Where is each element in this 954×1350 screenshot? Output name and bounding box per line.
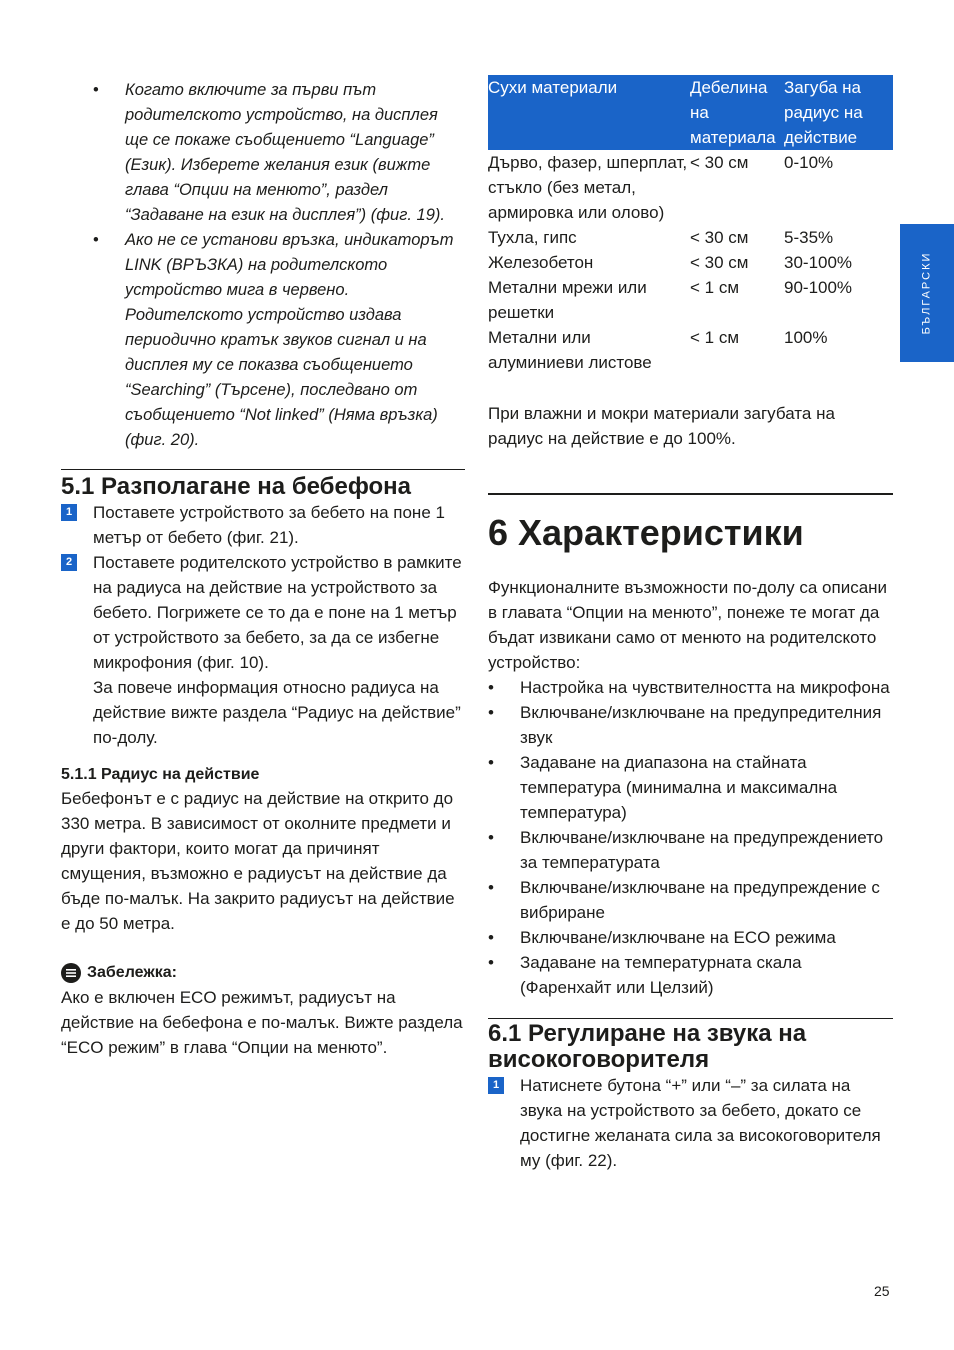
table-cell: Железобетон bbox=[488, 253, 594, 272]
table-header-row bbox=[488, 75, 893, 150]
features-intro: Функционалните възможности по-долу са описани в главата “Опции на менюто”, понеже те могат да бъдат извикани само от менюто на родителското устройство: bbox=[488, 578, 888, 672]
step-extra bbox=[61, 675, 465, 750]
bullet-icon: • bbox=[488, 703, 494, 722]
list-item bbox=[488, 675, 893, 700]
left-column bbox=[61, 78, 465, 1060]
table-cell: 0-10% bbox=[784, 153, 834, 172]
wet-materials-note: При влажни и мокри материали загубата на радиус на действие е до 100%. bbox=[488, 404, 835, 448]
table-header-cell: Дебелина на материала bbox=[690, 75, 784, 150]
bullet-text: Настройка на чувствителността на микрофона bbox=[520, 678, 890, 697]
note-header bbox=[61, 960, 465, 985]
table-header-cell: Сухи материали bbox=[488, 75, 690, 150]
list-item bbox=[488, 925, 893, 950]
section-title-6-1: 6.1 Регулиране на звука на високоговорителя bbox=[488, 1020, 807, 1073]
table-cell: < 30 см bbox=[690, 253, 749, 272]
bullet-icon: • bbox=[488, 928, 494, 947]
table-cell: < 30 см bbox=[690, 228, 749, 247]
range-paragraph: Бебефонът е с радиус на действие на открито до 330 метра. В зависимост от околните предмети и други фактори, които могат да причинят смущения, възможно е радиусът на действие да бъде по-малък. На закрито радиусът на действие е до 50 метра. bbox=[61, 789, 455, 933]
bullet-icon: • bbox=[488, 953, 494, 972]
right-column bbox=[488, 75, 893, 1173]
table-cell: 90-100% bbox=[784, 278, 853, 297]
language-tab-label: БЪЛГАРСКИ bbox=[920, 251, 933, 335]
intro-bullets bbox=[61, 78, 465, 453]
table-row bbox=[488, 150, 893, 225]
table-cell: Метални или алуминиеви листове bbox=[488, 328, 652, 372]
step-text: Поставете устройството за бебето на поне 1 метър от бебето (фиг. 21). bbox=[93, 503, 445, 547]
table-cell: 30-100% bbox=[784, 253, 853, 272]
list-item bbox=[488, 825, 893, 875]
step-extra-text: За повече информация относно радиуса на действие вижте раздела “Радиус на действие” по-долу. bbox=[93, 678, 461, 747]
step-text: Поставете родителското устройство в рамките на радиуса на действие на устройството за бебето. Погрижете се то да е поне на 1 метър от устройството за бебето, за да се избегне микрофония (фиг. 10). bbox=[93, 553, 462, 672]
table-cell: 100% bbox=[784, 328, 828, 347]
note-label: Забележка: bbox=[87, 964, 177, 981]
chapter-divider bbox=[488, 493, 893, 495]
step-number-badge: 2 bbox=[61, 554, 77, 571]
bullet-icon: • bbox=[488, 753, 494, 772]
table-cell: < 1 см bbox=[690, 328, 740, 347]
materials-table bbox=[488, 75, 893, 375]
step-item bbox=[61, 500, 465, 550]
bullet-icon: • bbox=[488, 678, 494, 697]
bullet-text: Включване/изключване на предупредителния звук bbox=[520, 703, 882, 747]
list-item bbox=[488, 700, 893, 750]
bullet-text: Включване/изключване на предупреждението за температурата bbox=[520, 828, 884, 872]
table-row bbox=[488, 275, 893, 325]
step-item bbox=[488, 1073, 893, 1173]
features-list bbox=[488, 675, 893, 1000]
table-row bbox=[488, 225, 893, 250]
section-divider bbox=[61, 469, 465, 470]
language-tab bbox=[900, 224, 954, 362]
bullet-icon: • bbox=[488, 828, 494, 847]
list-item bbox=[488, 950, 893, 1000]
bullet-text: Включване/изключване на предупреждение с вибриране bbox=[520, 878, 880, 922]
table-cell: 5-35% bbox=[784, 228, 834, 247]
bullet-text: Задаване на температурната скала (Фаренхайт или Целзий) bbox=[520, 953, 802, 997]
bullet-text: Включване/изключване на ECO режима bbox=[520, 928, 836, 947]
note-icon bbox=[61, 963, 81, 983]
step-item bbox=[61, 550, 465, 675]
bullet-icon: • bbox=[488, 878, 494, 897]
note-text: Ако е включен ECO режимът, радиусът на действие на бебефона е по-малък. Вижте раздела “ECO режим” в глава “Опции на менюто”. bbox=[61, 988, 463, 1057]
subsection-title-5-1-1: 5.1.1 Радиус на действие bbox=[61, 766, 260, 783]
list-item bbox=[61, 228, 465, 453]
table-row bbox=[488, 325, 893, 375]
bullet-text: Ако не се установи връзка, индикаторът LINK (ВРЪЗКА) на родителското устройство мига в червено. Родителското устройство издава периодично кратък звуков сигнал и на дисплея му се показва съобщението “Searching” (Търсене), последвано от съобщението “Not linked” (Няма връзка) (фиг. 20). bbox=[125, 231, 454, 449]
step-number-badge: 1 bbox=[488, 1077, 504, 1094]
table-cell: < 1 см bbox=[690, 278, 740, 297]
list-item bbox=[488, 750, 893, 825]
section-title-5-1: 5.1 Разполагане на бебефона bbox=[61, 473, 412, 500]
bullet-icon: • bbox=[93, 81, 99, 99]
table-header-cell: Загуба на радиус на действие bbox=[784, 75, 893, 150]
bullet-text: Задаване на диапазона на стайната температура (минимална и максимална температура) bbox=[520, 753, 838, 822]
step-number-badge: 1 bbox=[61, 504, 77, 521]
list-item bbox=[61, 78, 465, 228]
table-cell: Метални мрежи или решетки bbox=[488, 278, 647, 322]
table-cell: Дърво, фазер, шперплат, стъкло (без метал, армировка или олово) bbox=[488, 153, 688, 222]
table-cell: < 30 см bbox=[690, 153, 749, 172]
chapter-title-6: 6 Характеристики bbox=[488, 512, 804, 553]
step-text: Натиснете бутона “+” или “–” за силата на звука на устройството за бебето, докато се достигне желаната сила за високоговорителя му (фиг. 22). bbox=[520, 1076, 881, 1170]
table-cell: Тухла, гипс bbox=[488, 228, 577, 247]
list-item bbox=[488, 875, 893, 925]
bullet-text: Когато включите за първи път родителското устройство, на дисплея ще се покаже съобщението “Language” (Език). Изберете желания език (вижте глава “Опции на менюто”, раздел “Задаване на език на дисплея”) (фиг. 19). bbox=[125, 81, 445, 224]
page-number: 25 bbox=[874, 1283, 890, 1299]
table-row bbox=[488, 250, 893, 275]
bullet-icon: • bbox=[93, 231, 99, 249]
section-divider bbox=[488, 1018, 893, 1019]
